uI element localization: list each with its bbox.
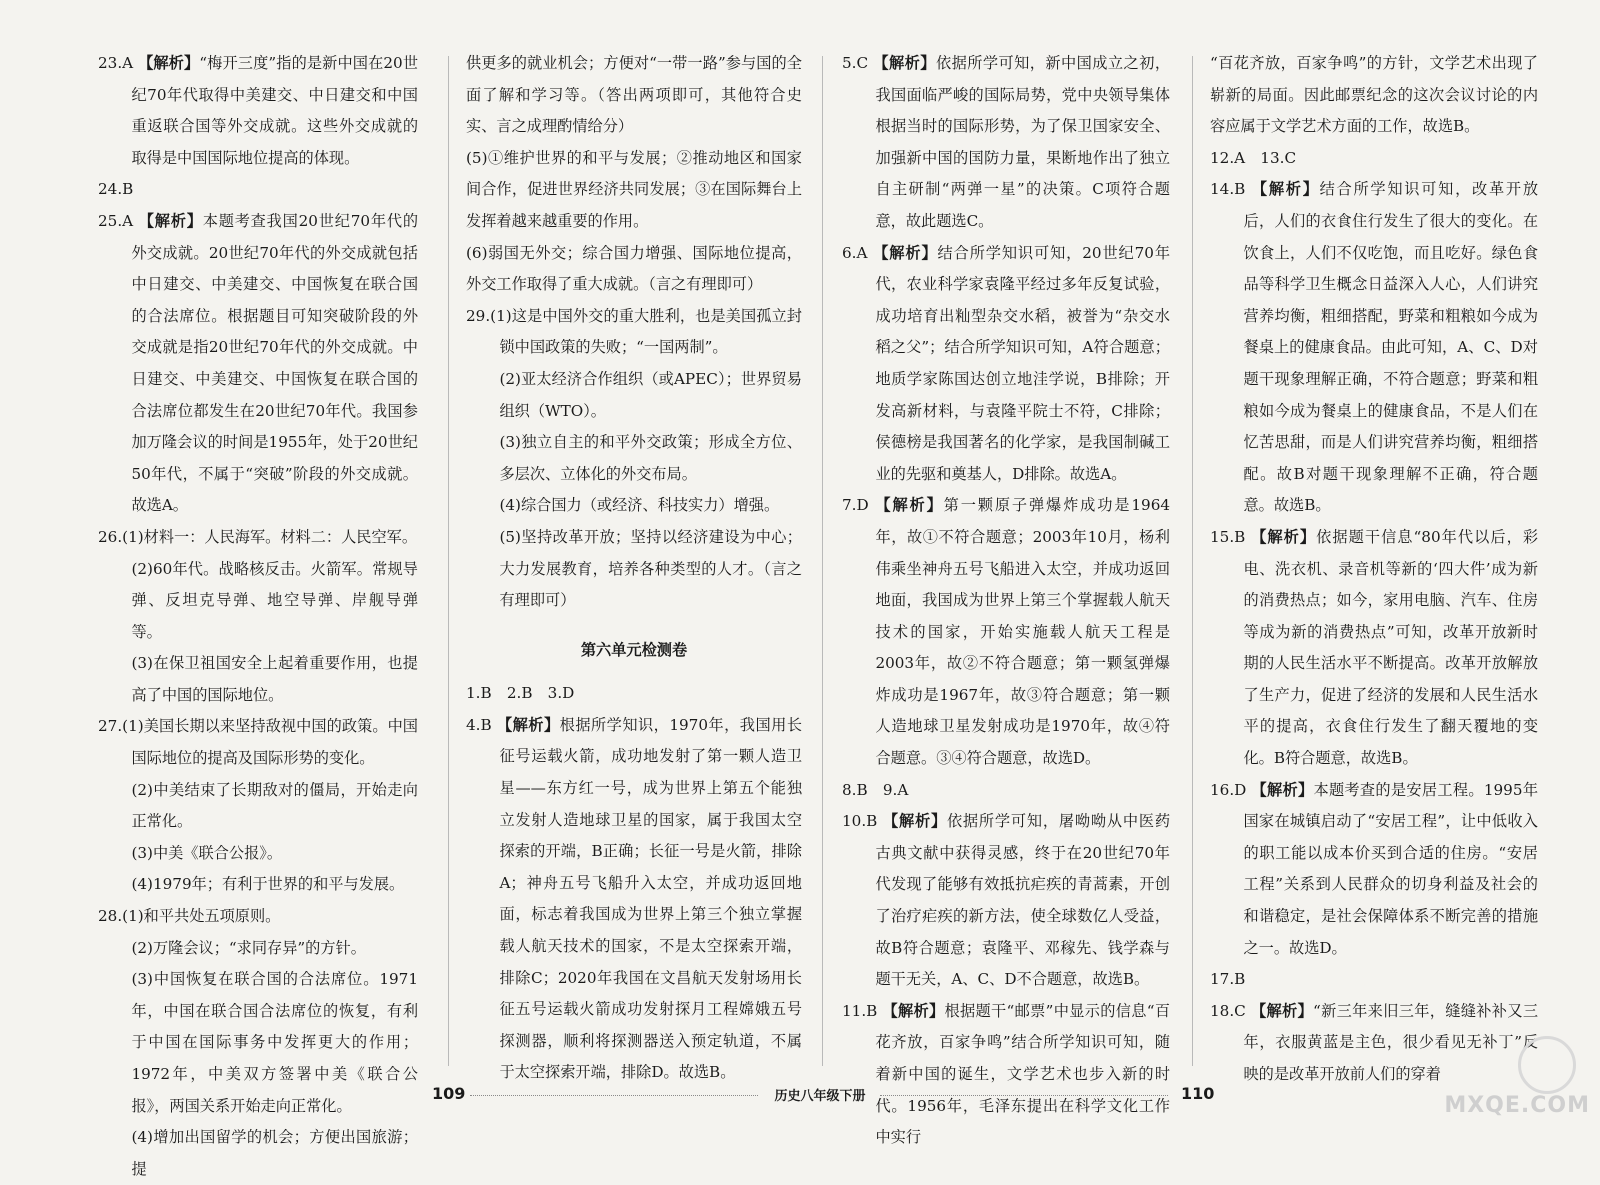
answer-14: 14.B 【解析】结合所学知识可知，改革开放后，人们的衣食住行发生了很大的变化。在饮食上，人们不仅吃饱，而且吃好。绿色食品等科学卫生概念日益深入人心，人们讲究营养均衡，粗细搭配，野菜和粗粮如今成为餐桌上的健康食品。由此可知，A、C、D对题干现象理解正确，不符合题意；野菜和粗粮如今成为餐桌上的健康食品，不是人们在忆苦思甜，而是人们讲究营养均衡，粗细搭配。故B对题干现象理解不正确，符合题意。故选B。 [1210, 180, 1539, 515]
answers-8-9: 8.B 9.A [842, 780, 909, 799]
answer-10: 10.B 【解析】依据所学可知，屠呦呦从中医药古典文献中获得灵感，终于在20世纪70年代发现了能够有效抵抗疟疾的青蒿素，开创了治疗疟疾的新方法，使全球数亿人受益，故B符合题意；袁隆平、邓稼先、钱学森与题干无关，A、C、D不合题意，故选B。 [842, 812, 1171, 989]
book-title: 历史八年级下册 [774, 1089, 866, 1104]
answer-23: 23.A 【解析】“梅开三度”指的是新中国在20世纪70年代取得中美建交、中日建交和中国重返联合国等外交成就。这些外交成就的取得是中国国际地位提高的体现。 [98, 54, 419, 167]
answer-18: 18.C 【解析】“新三年来旧三年，缝缝补补又三年，衣服黄蓝是主色，很少看见无补丁”反映的是改革开放前人们的穿着 [1210, 1001, 1539, 1083]
answer-28-4-continued: 供更多的就业机会；方便对“一带一路”参与国的全面了解和学习等。（答出两项即可，其他符合史实、言之成理酌情给分） [466, 54, 802, 136]
answer-25: 25.A 【解析】本题考查我国20世纪70年代的外交成就。20世纪70年代的外交成就包括中日建交、中美建交、中国恢复在联合国的合法席位。根据题目可知突破阶段的外交成就是指20世纪70年代的外交成就。中日建交、中美建交、中国恢复在联合国的合法席位都发生在20世纪70年代。我国参加万隆会议的时间是1955年，处于20世纪50年代，不属于“突破”阶段的外交成就。故选A。 [98, 211, 419, 515]
section-title: 第六单元检测卷 [580, 640, 688, 659]
answer-29-5: (5)坚持改革开放；坚持以经济建设为中心；大力发展教育，培养各种类型的人才。（言之有理即可） [499, 527, 802, 610]
answer-15: 15.B 【解析】依据题干信息“80年代以后，彩电、洗衣机、录音机等新的‘四大件’成为新的消费热点；如今，家用电脑、汽车、住房等成为新的消费热点”可知，改革开放新时期的人民生活水平不断提高。改革开放解放了生产力，促进了经济的发展和人民生活水平的提高，衣食住行发生了翻天覆地的变化。B符合题意，故选B。 [1210, 527, 1539, 768]
watermark-text: MXQE.COM [1444, 1093, 1590, 1118]
answer-28-1: 28.(1)和平共处五项原则。 [98, 907, 281, 926]
answer-29-3: (3)独立自主的和平外交政策；形成全方位、多层次、立体化的外交布局。 [499, 433, 802, 483]
answer-27-3: (3)中美《联合公报》。 [131, 843, 283, 862]
watermark-logo [1440, 1036, 1590, 1118]
answer-28-6: (6)弱国无外交；综合国力增强、国际地位提高，外交工作取得了重大成就。（言之有理即可） [466, 243, 802, 294]
answer-29-1: 29.(1)这是中国外交的重大胜利，也是美国孤立封锁中国政策的失败；“一国两制”。 [466, 306, 802, 357]
answer-11: 11.B 【解析】根据题干“邮票”中显示的信息“百花齐放，百家争鸣”结合所学知识可知，随着新中国的诞生，文学艺术也步入新的时代。1956年，毛泽东提出在科学文化工作中实行 [842, 1001, 1171, 1147]
answer-29-4: (4)综合国力（或经济、科技实力）增强。 [499, 496, 780, 515]
answer-6: 6.A 【解析】结合所学知识可知，20世纪70年代，农业科学家袁隆平经过多年反复试验，成功培育出籼型杂交水稻，被誉为“杂交水稻之父”；结合所学知识可知，A符合题意；地质学家陈国达创立地洼学说，B排除；开发高新材料，与袁隆平院士不符，C排除；侯德榜是我国著名的化学家，是我国制碱工业的先驱和奠基人，D排除。故选A。 [842, 243, 1171, 483]
answer-28-2: (2)万隆会议；“求同存异”的方针。 [131, 938, 366, 957]
answer-24: 24.B [98, 180, 134, 199]
page-109-right-column [466, 48, 803, 1082]
watermark-ring-icon [1518, 1036, 1576, 1094]
page-110-right-column [1210, 48, 1539, 1083]
page-footer [0, 1084, 1600, 1108]
footer-dotted-rule [470, 1095, 758, 1096]
answer-16: 16.D 【解析】本题考查的是安居工程。1995年国家在城镇启动了“安居工程”，让中低收入的职工能以成本价买到合适的住房。“安居工程”关系到人民群众的切身利益及社会的和谐稳定，是社会保障体系不断完善的措施之一。故选D。 [1210, 780, 1539, 957]
answer-27-1: 27.(1)美国长期以来坚持敌视中国的政策。中国国际地位的提高及国际形势的变化。 [98, 717, 418, 768]
answer-4: 4.B 【解析】根据所学知识，1970年，我国用长征号运载火箭，成功地发射了第一颗人造卫星——东方红一号，成为世界上第五个能独立发射人造地球卫星的国家，属于我国太空探索的开端，B正确；长征一号是火箭，排除A；神舟五号飞船升入太空，并成功返回地面，标志着我国成为世界上第三个独立掌握载人航天技术的国家，不是太空探索开端，排除C；2020年我国在文昌航天发射场用长征五号运载火箭成功发射探月工程嫦娥五号探测器，顺利将探测器送入预定轨道，不属于太空探索开端，排除D。故选B。 [466, 715, 803, 1082]
page-number-left: 109 [432, 1084, 466, 1103]
footer-dotted-rule [880, 1095, 1168, 1096]
answer-29-2: (2)亚太经济合作组织（或APEC）；世界贸易组织（WTO）。 [499, 369, 802, 420]
answer-26-1: 26.(1)材料一：人民海军。材料二：人民空军。 [98, 527, 418, 546]
page-gutter [822, 56, 823, 1066]
answers-12-13: 12.A 13.C [1210, 148, 1297, 167]
answer-5: 5.C 【解析】依据所学可知，新中国成立之初，我国面临严峻的国际局势，党中央领导集体根据当时的国际形势，为了保卫国家安全、加强新中国的国防力量，果断地作出了独立自主研制“两弹一星”的决策。C项符合题意，故此题选C。 [842, 54, 1171, 230]
page-number-right: 110 [1181, 1084, 1215, 1103]
answer-27-2: (2)中美结束了长期敌对的僵局，开始走向正常化。 [131, 780, 418, 831]
answers-1-3: 1.B 2.B 3.D [466, 684, 575, 703]
answer-26-2: (2)60年代。战略核反击。火箭军。常规导弹、反坦克导弹、地空导弹、岸舰导弹等。 [131, 559, 418, 641]
answer-28-3: (3)中国恢复在联合国的合法席位。1971年，中国在联合国合法席位的恢复，有利于中国在国际事务中发挥更大的作用；1972年，中美双方签署中美《联合公报》，两国关系开始走向正常化。 [131, 970, 418, 1115]
page-110-left-column [842, 48, 1171, 1147]
answer-28-5: (5)①维护世界的和平与发展；②推动地区和国家间合作，促进世界经济共同发展；③在国际舞台上发挥着越来越重要的作用。 [466, 148, 802, 230]
answer-26-3: (3)在保卫祖国安全上起着重要作用，也提高了中国的国际地位。 [131, 654, 418, 704]
answer-28-4: (4)增加出国留学的机会；方便出国旅游；提 [131, 1128, 418, 1178]
answer-11-continued: “百花齐放，百家争鸣”的方针，文学艺术出现了崭新的局面。因此邮票纪念的这次会议讨论的内容应属于文学艺术方面的工作，故选B。 [1210, 54, 1538, 136]
page-109-left-column [98, 48, 419, 1178]
answer-17: 17.B [1210, 970, 1246, 989]
answer-27-4: (4)1979年；有利于世界的和平与发展。 [131, 875, 405, 894]
answer-7: 7.D 【解析】第一颗原子弹爆炸成功是1964年，故①不符合题意；2003年10月，杨利伟乘坐神舟五号飞船进入太空，并成功返回地面，我国成为世界上第三个掌握载人航天技术的国家，开始实施载人航天工程是2003年，故②不符合题意；第一颗氢弹爆炸成功是1967年，故③符合题意；第一颗人造地球卫星发射成功是1970年，故④符合题意。③④符合题意，故选D。 [842, 496, 1171, 768]
column-divider [1192, 56, 1193, 1066]
column-divider [448, 56, 449, 1066]
